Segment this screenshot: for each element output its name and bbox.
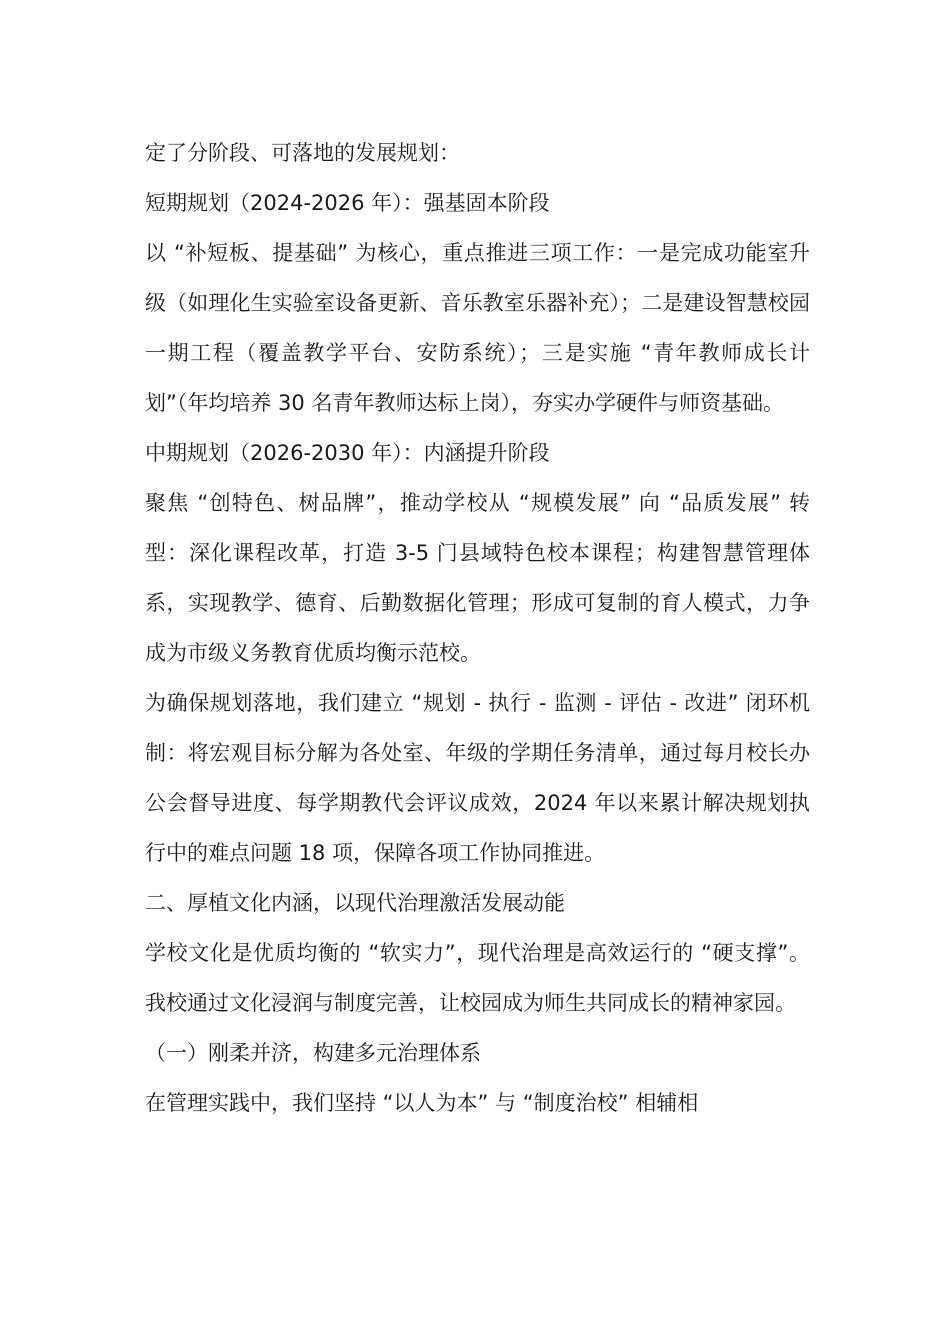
paragraph-plan-intro: 定了分阶段、可落地的发展规划： [145, 141, 460, 165]
paragraph-school-culture: 学校文化是优质均衡的 “软实力”，现代治理是高效运行的 “硬支撑”。我校通过文化浸润与制度完善，让校园成为师生共同成长的精神家园。 [145, 941, 810, 1015]
document-body [145, 128, 810, 1128]
paragraph-mid-term-plan: 聚焦 “创特色、树品牌”，推动学校从 “规模发展” 向 “品质发展” 转型：深化课程改革，打造 3-5 门县域特色校本课程；构建智慧管理体系，实现教学、德育、后勤数据化管理；形成可复制的育人模式，力争成为市级义务教育优质均衡示范校。 [145, 491, 810, 665]
paragraph-management-practice: 在管理实践中，我们坚持 “以人为本” 与 “制度治校” 相辅相 [145, 1091, 699, 1115]
paragraph-short-term-plan: 以 “补短板、提基础” 为核心，重点推进三项工作：一是完成功能室升级（如理化生实验室设备更新、音乐教室乐器补充）；二是建设智慧校园一期工程（覆盖教学平台、安防系统）；三是实施 “青年教师成长计划”（年均培养 30 名青年教师达标上岗），夯实办学硬件与师资基础。 [145, 241, 810, 415]
section-heading-culture-governance: 二、厚植文化内涵，以现代治理激活发展动能 [145, 891, 565, 915]
paragraph-closed-loop-mechanism: 为确保规划落地，我们建立 “规划 - 执行 - 监测 - 评估 - 改进” 闭环机制：将宏观目标分解为各处室、年级的学期任务清单，通过每月校长办公会督导进度、每学期教代会评议成效，2024 年以来累计解决规划执行中的难点问题 18 项，保障各项工作协同推进。 [145, 691, 810, 865]
subsection-heading-governance-system: （一）刚柔并济，构建多元治理体系 [145, 1041, 481, 1065]
heading-short-term-plan: 短期规划（2024-2026 年）：强基固本阶段 [145, 191, 550, 215]
heading-mid-term-plan: 中期规划（2026-2030 年）：内涵提升阶段 [145, 441, 550, 465]
